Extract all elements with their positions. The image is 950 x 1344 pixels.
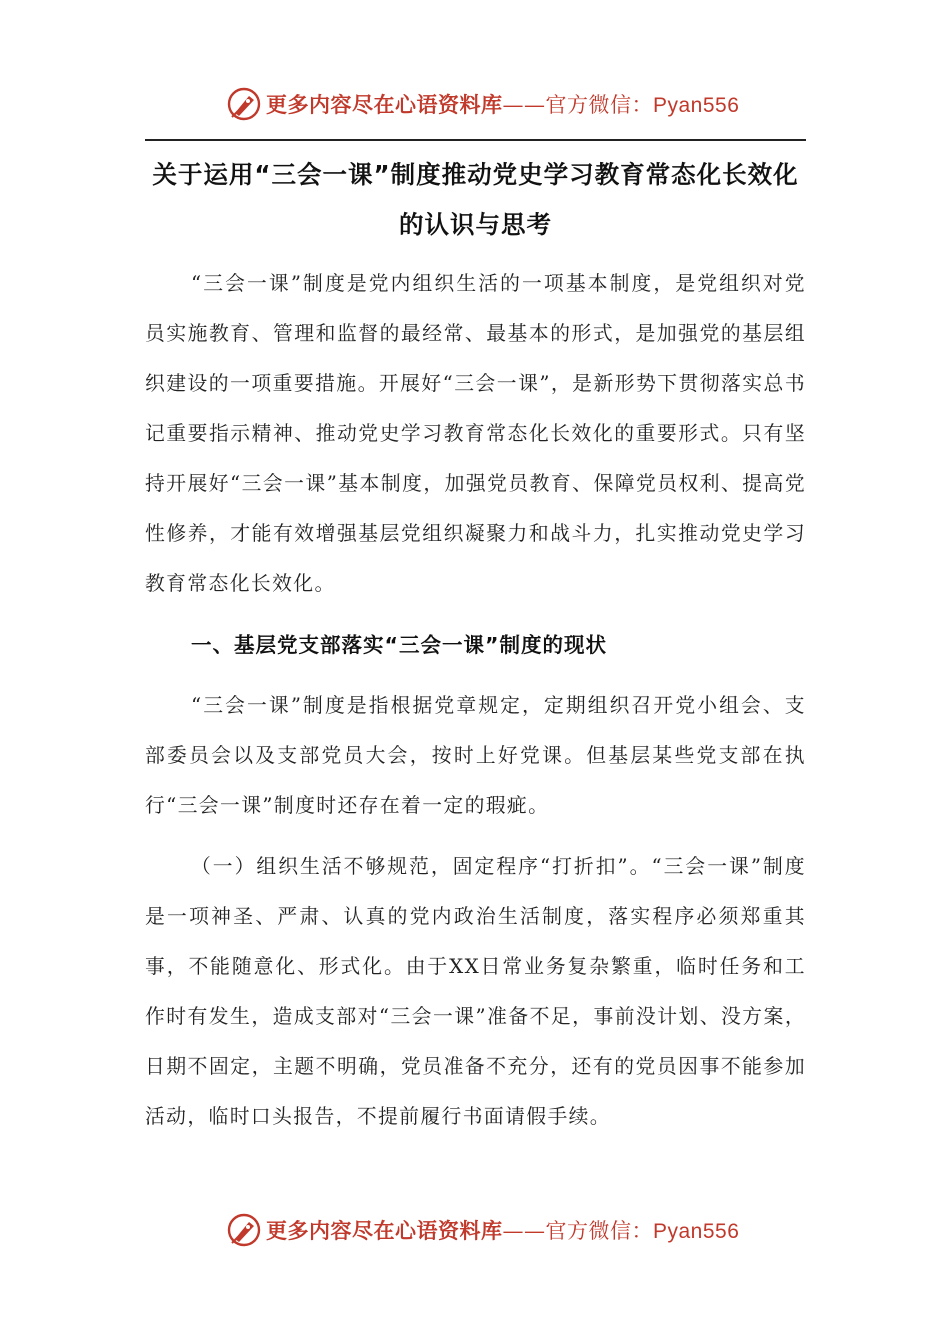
banner-dash: ——	[502, 93, 546, 117]
paragraph-subsection-1	[145, 842, 806, 1142]
banner-brand: 更多内容尽在心语资料库	[266, 92, 503, 117]
document-title: 关于运用“三会一课”制度推动党史学习教育常态化长效化的认识与思考	[152, 160, 799, 239]
pen-nib-logo-icon	[226, 86, 262, 122]
paragraph-subsection-1-text: （一）组织生活不够规范，固定程序“打折扣”。“三会一课”制度是一项神圣、严肃、认真的党内政治生活制度，落实程序必须郑重其事，不能随意化、形式化。由于XX日常业务复杂繁重，临时任务和工作时有发生，造成支部对“三会一课”准备不足，事前没计划、没方案，日期不固定，主题不明确，党员准备不充分，还有的党员因事不能参加活动，临时口头报告，不提前履行书面请假手续。	[145, 855, 806, 1128]
header-banner	[0, 84, 950, 124]
section-heading-1: 一、基层党支部落实“三会一课”制度的现状	[191, 633, 607, 657]
banner-dash: ——	[502, 1219, 546, 1243]
paragraph-intro-text: “三会一课”制度是党内组织生活的一项基本制度，是党组织对党员实施教育、管理和监督的最经常、最基本的形式，是加强党的基层组织建设的一项重要措施。开展好“三会一课”，是新形势下贯彻落实总书记重要指示精神、推动党史学习教育常态化长效化的重要形式。只有坚持开展好“三会一课”基本制度，加强党员教育、保障党员权利、提高党性修养，才能有效增强基层党组织凝聚力和战斗力，扎实推动党史学习教育常态化长效化。	[145, 272, 806, 595]
banner-text	[266, 1215, 739, 1245]
banner-contact-label: 官方微信：	[545, 1219, 653, 1243]
footer-banner	[0, 1210, 950, 1250]
header-divider	[145, 139, 806, 141]
banner-contact-label: 官方微信：	[545, 93, 653, 117]
pen-nib-logo-icon	[226, 1212, 262, 1248]
paragraph-definition-text: “三会一课”制度是指根据党章规定，定期组织召开党小组会、支部委员会以及支部党员大会，按时上好党课。但基层某些党支部在执行“三会一课”制度时还存在着一定的瑕疵。	[145, 694, 806, 817]
banner-contact-id: Pyan556	[653, 1220, 740, 1243]
paragraph-intro	[145, 259, 806, 609]
banner-text	[266, 89, 739, 119]
banner-brand: 更多内容尽在心语资料库	[266, 1218, 503, 1243]
paragraph-definition	[145, 681, 806, 831]
banner-contact-id: Pyan556	[653, 94, 740, 117]
